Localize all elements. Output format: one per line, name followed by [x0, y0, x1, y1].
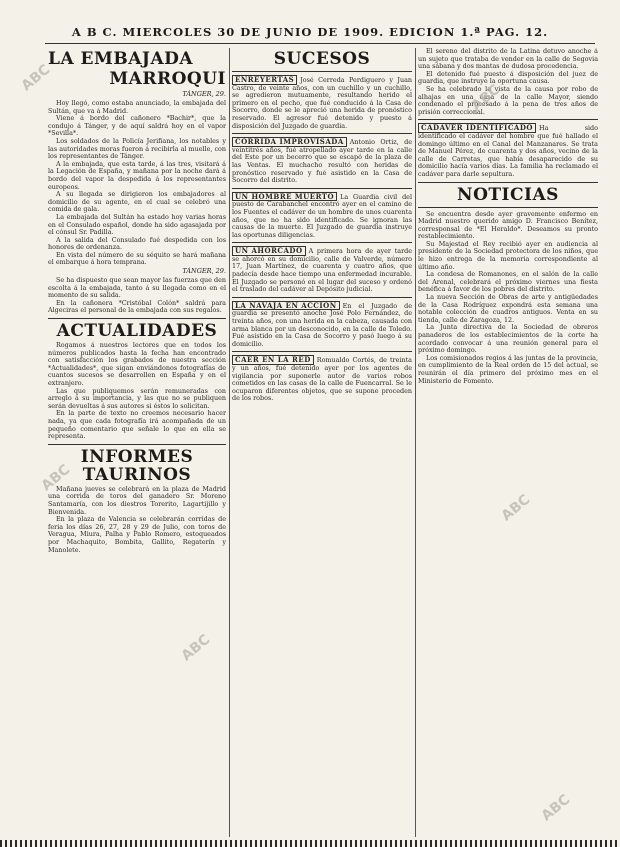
suceso-text: Antonio Ortiz, de veintitrés años, fué atropellado ayer tarde en la calle del Este por un becerro que se escapó de la plaza de las Ventas. El muchacho resultó con heridas de pronóstico reservado y fué asistido en la Casa de Socorro del distrito.: [232, 138, 412, 185]
paragraph: El detenido fué puesto á disposición del juez de guardia, que instruye la oportuna causa.: [418, 69, 598, 86]
paragraph: La nueva Sección de Obras de arte y antigüedades de la Casa Rodríguez expondrá esta semana una notable colección de cuadros antiguos. Venta en su tienda, calle de Zaragoza, 12.: [418, 293, 598, 324]
suceso-heading: LA NAVAJA EN ACCION: [232, 301, 340, 311]
suceso-item: [232, 75, 412, 130]
paragraph: Su Majestad el Rey recibió ayer en audiencia al presidente de la Sociedad protectora de los niños, que le hizo entrega de la memoria correspondiente al último año.: [418, 239, 598, 271]
column-divider: [229, 48, 230, 837]
watermark: ABC: [18, 61, 54, 95]
suceso-heading: CAER EN LA RED: [232, 355, 314, 365]
actualidades-title: ACTUALIDADES: [56, 321, 218, 342]
suceso-text: En el Juzgado de guardia se presentó anoche José Polo Fernández, de treinta años, con una herida en la cabeza, causada con arma blanca por un desconocido, en la calle de Toledo. Fué asistido en la Casa de Socorro y pasó luego á su domicilio.: [232, 301, 412, 348]
paragraph: Hoy llegó, como estaba anunciado, la embajada del Sultán, que va á Madrid.: [48, 99, 226, 115]
suceso-text: José Cerreda Perdiguero y Juan Castro, de veinte años, con un cuchillo y un cuchillo, se agredieron mutuamente, resultando herido el primero en el pecho, que fué conducido á la Casa de Socorro, donde se le apreció una herida de pronóstico reservado. El agresor fué detenido y puesto á disposición del Juzgado de guardia.: [232, 76, 412, 130]
section-rule: [48, 444, 226, 445]
suceso-heading: ENREYERTAS: [232, 75, 297, 85]
suceso-text: Romualdo Cortés, de treinta y un años, fué detenido ayer por los agentes de vigilancia por suponerle autor de varios robos cometidos en las casas de la calle de Fuencarral. Se le ocuparon diferentes objetos, que se supone proceden de los robos.: [232, 356, 412, 403]
watermark: ABC: [538, 791, 574, 825]
actualidades-article: [48, 322, 226, 441]
embajada-article: [48, 50, 226, 315]
suceso-heading: UN HOMBRE MUERTO: [232, 192, 337, 202]
section-rule: [232, 71, 412, 72]
taurinos-title: INFORMES TAURINOS: [80, 446, 194, 485]
paragraph: Se ha celebrado la vista de la causa por robo de alhajas en una casa de la calle Mayor, siendo condenado el procesado á la pena de tres años de prisión correccional.: [418, 84, 598, 116]
paragraph: A la embajada, que esta tarde, á las tres, visitará á la Legación de España, y mañana por la noche dará á bordo del vapor la despedida á los representantes europeos.: [48, 159, 226, 191]
right-column: [418, 48, 598, 839]
section-rule: [232, 242, 412, 243]
taurinos-article: [48, 448, 226, 554]
suceso-item: [232, 192, 412, 240]
noticias-article: [418, 186, 598, 386]
paragraph: En la plaza de Valencia se celebrarán corridas de feria los días 26, 27, 28 y 29 de Julio, con toros de Veragua, Miura, Palha y Pablo Romero, estoqueados por Machaquito, Bombita, Gallito, Regaterín y Manolete.: [48, 515, 226, 554]
suceso-item: [232, 355, 412, 403]
paragraph: Rogamos á nuestros lectores que en todos los números publicados hasta la fecha han encontrado con satisfacción los grabados de nuestra sección *Actualidades*, que sigan enviándonos fotografías de cuantos sucesos se desarrollen en España y en el extranjero.: [48, 341, 226, 387]
paragraph: A su llegada se dirigieron los embajadores al domicilio de su agente, en el cual se celebró una comida de gala.: [48, 190, 226, 214]
paragraph: Los soldados de la Policía Jerifiana, los notables y las autoridades moras fueron á recibirla al muelle, con los representantes de Tánger.: [48, 136, 226, 161]
left-column: [48, 48, 226, 839]
section-rule: [232, 133, 412, 134]
embajada-title-line1: LA EMBAJADA: [48, 49, 194, 69]
embajada-title-line2: MARROQUI: [109, 69, 226, 89]
suceso-item: [232, 246, 412, 294]
paragraph: La Junta directiva de la Sociedad de obreros panaderos de los establecimientos de la corte ha acordado convocar á una reunión general para el próximo domingo.: [418, 323, 598, 355]
paragraph: Se ha dispuesto que sean mayor las fuerzas que den escolta á la embajada, tanto á su llegada como en el momento de su salida.: [48, 276, 226, 300]
bottom-scan-edge: [0, 840, 620, 847]
paragraph: Se encuentra desde ayer gravemente enfermo en Madrid nuestro querido amigo D. Francisco Benítez, corresponsal de *El Heraldo*. Deseamos su pronto restablecimiento.: [418, 209, 598, 241]
section-rule: [418, 119, 598, 120]
watermark: ABC: [178, 631, 214, 665]
cadaver-heading: CADAVER IDENTIFICADO: [418, 123, 536, 133]
section-rule: [418, 207, 598, 208]
watermark: ABC: [468, 81, 504, 115]
paragraph: La embajada del Sultán ha estado hoy varias horas en el Consulado español, donde ha sido agasajada por el cónsul Sr. Padilla.: [48, 212, 226, 237]
paragraph: Los comisionados regios á las juntas de la provincia, en cumplimiento de la Real orden de 15 del actual, se reunirán el día primero del próximo mes en el Ministerio de Fomento.: [418, 353, 598, 385]
dateline: TÁNGER, 29.: [182, 267, 226, 276]
suceso-heading: UN AHORCADO: [232, 246, 306, 256]
paragraph: A la salida del Consulado fué despedida con los honores de ordenanza.: [48, 235, 226, 252]
column-divider: [415, 48, 416, 837]
suceso-text: La Guardia civil del puesto de Carabanchel encontró ayer en el camino de los Fuentes el cadáver de un hombre de unos cuarenta años, que no ha sido identificado. Se ignoran las causas de la muerte. El Juzgado de guardia instruye las oportunas diligencias.: [232, 192, 412, 239]
watermark: ABC: [38, 461, 74, 495]
watermark: ABC: [498, 491, 534, 525]
sucesos-title: SUCESOS: [273, 49, 371, 69]
suceso-heading: CORRIDA IMPROVISADA: [232, 137, 347, 147]
header-rule: [45, 43, 595, 44]
section-rule: [232, 297, 412, 298]
paragraph: Mañana jueves se celebrará en la plaza de Madrid una corrida de toros del ganadero Sr. Moreno Santamaría, con los diestros Torerito, Lagartijillo y Bienvenida.: [48, 484, 226, 516]
suceso-item: [232, 137, 412, 185]
paragraph: Viene á bordo del cañonero *Bachir*, que la condujo á Tánger, y de aquí saldrá hoy en el vapor *Sevilla*.: [48, 114, 226, 138]
noticias-title: NOTICIAS: [457, 184, 559, 205]
suceso-text: A primera hora de ayer tarde se ahorcó en su domicilio, calle de Valverde, número 17, Juan Martínez, de cuarenta y cuatro años, que padecía desde hace tiempo una enfermedad incurable. El Juzgado se personó en el lugar del suceso y ordenó el traslado del cadáver al Depósito judicial.: [232, 247, 412, 294]
paragraph: El sereno del distrito de la Latina detuvo anoche á un sujeto que trataba de vender en la calle de Segovia una sábana y dos mantas de dudosa procedencia.: [418, 48, 598, 71]
section-rule: [48, 318, 226, 319]
paragraph: En la cañonera *Cristóbal Colón* saldrá para Algeciras el personal de la embajada con sus regalos.: [48, 298, 226, 315]
section-rule: [232, 188, 412, 189]
paragraph: La condesa de Romanones, en el salón de la calle del Arenal, celebrará el próximo viernes una fiesta benéfica á favor de los pobres del distrito.: [418, 270, 598, 294]
paragraph: En vista del número de su séquito se hará mañana el embarque á hora temprana.: [48, 250, 226, 267]
section-rule: [418, 182, 598, 183]
cadaver-item: [418, 123, 598, 178]
suceso-item: [232, 301, 412, 349]
middle-column: [232, 48, 412, 839]
page-header: A B C. MIERCOLES 30 DE JUNIO DE 1909. EDICION 1.ª PAG. 12.: [71, 25, 549, 39]
section-rule: [232, 351, 412, 352]
paragraph: En la parte de texto no creemos necesario hacer nada, ya que cada fotografía irá acompañada de un pequeño comentario que señale lo que en ella se representa.: [48, 409, 226, 441]
paragraph: Las que publiquemos serán remuneradas con arreglo á su importancia, y las que no se publiquen serán devueltas á sus autores si éstos lo solicitan.: [48, 386, 226, 410]
cadaver-text: Ha sido identificado el cadáver del hombre que fué hallado el domingo último en el Canal del Manzanares. Se trata de Manuel Pérez, de cuarenta y dos años, vecino de la calle de Carretas, que había desaparecido de su domicilio hacía varios días. La familia ha reclamado el cadáver para darle sepultura.: [418, 124, 598, 178]
dateline: TÁNGER, 29.: [182, 90, 226, 98]
